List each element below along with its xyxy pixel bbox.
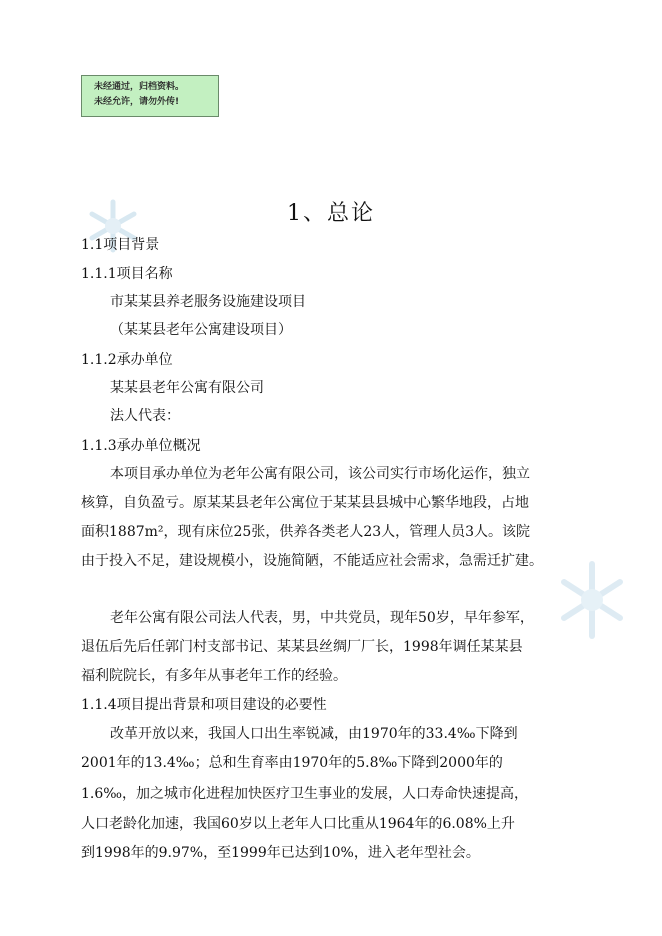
overview-line: 本项目承办单位为老年公寓有限公司，该公司实行市场化运作，独立 bbox=[110, 466, 530, 482]
representative-line: 福利院院长，有多年从事老年工作的经验。 bbox=[81, 668, 347, 684]
legal-representative: 法人代表： bbox=[110, 408, 180, 424]
representative-line: 退伍后先后任郭门村支部书记、某某县丝绸厂厂长，1998年调任某某县 bbox=[81, 639, 523, 655]
heading-1-1: 1.1项目背景 bbox=[81, 237, 160, 253]
background-line: 到1998年的9.97%，至1999年已达到10%，进入老年型社会。 bbox=[81, 845, 480, 861]
heading-1-1-4: 1.1.4项目提出背景和项目建设的必要性 bbox=[81, 697, 327, 713]
overview-line: 核算，自负盈亏。原某某县老年公寓位于某某县县城中心繁华地段，占地 bbox=[81, 495, 529, 511]
overview-line: 由于投入不足，建设规模小，设施简陋，不能适应社会需求，急需迁扩建。 bbox=[81, 553, 543, 569]
section-title: 1、总论 bbox=[287, 201, 375, 226]
background-line: 改革开放以来，我国人口出生率锐减，由1970年的33.4‰下降到 bbox=[110, 726, 518, 742]
snowflake-watermark-icon bbox=[560, 560, 624, 640]
company-name: 某某县老年公寓有限公司 bbox=[110, 380, 264, 396]
background-line: 1.6‰，加之城市化进程加快医疗卫生事业的发展，人口寿命快速提高， bbox=[81, 786, 529, 802]
background-line: 人口老龄化加速，我国60岁以上老年人口比重从1964年的6.08%上升 bbox=[81, 816, 515, 832]
notice-line-1: 未经通过，归档资料。 bbox=[94, 82, 185, 92]
representative-line: 老年公寓有限公司法人代表，男，中共党员，现年50岁，早年参军， bbox=[110, 610, 534, 626]
heading-1-1-3: 1.1.3承办单位概况 bbox=[81, 438, 201, 454]
heading-1-1-2: 1.1.2承办单位 bbox=[81, 352, 173, 368]
overview-line: 面积1887m²，现有床位25张，供养各类老人23人，管理人员3人。该院 bbox=[81, 524, 531, 540]
confidential-notice bbox=[81, 75, 219, 117]
project-alias: （某某县老年公寓建设项目） bbox=[110, 322, 292, 338]
heading-1-1-1: 1.1.1项目名称 bbox=[81, 266, 173, 282]
project-name: 市某某县养老服务设施建设项目 bbox=[110, 294, 306, 310]
background-line: 2001年的13.4‰；总和生育率由1970年的5.8‰下降到2000年的 bbox=[81, 755, 503, 771]
notice-line-2: 未经允许，请勿外传! bbox=[94, 97, 180, 107]
